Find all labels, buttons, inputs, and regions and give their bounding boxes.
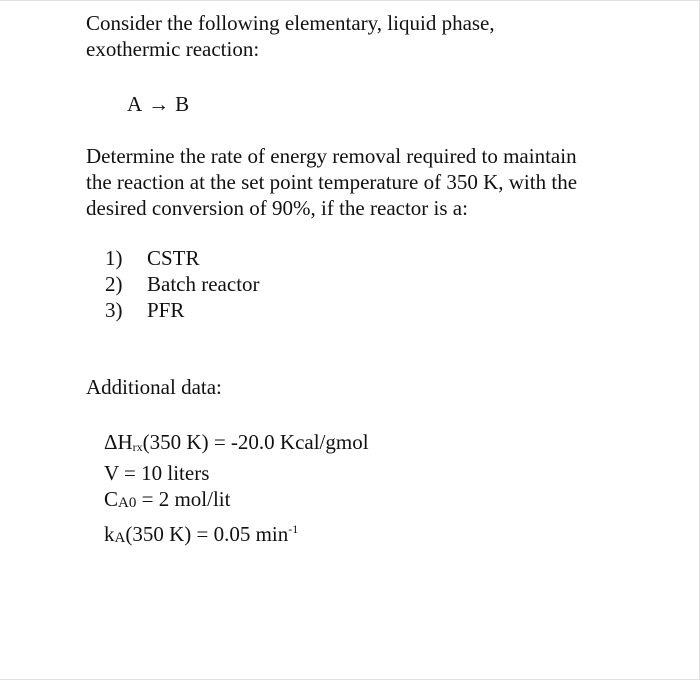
concentration-subscript: A0 — [118, 495, 137, 511]
list-item — [105, 245, 260, 271]
enthalpy-subscript: rx — [132, 440, 143, 454]
question-line-1: Determine the rate of energy removal required to maintain — [86, 144, 577, 168]
reaction-equation — [127, 91, 189, 117]
list-number: 3) — [105, 298, 123, 322]
list-number: 1) — [105, 246, 123, 270]
enthalpy-value: (350 K) = -20.0 Kcal/gmol — [142, 430, 369, 454]
given-data — [104, 429, 369, 551]
intro-line-1: Consider the following elementary, liquid phase, — [86, 11, 495, 35]
list-item — [105, 297, 260, 323]
list-label: PFR — [147, 298, 185, 322]
rate-constant-symbol: k — [104, 522, 115, 546]
reactor-list — [105, 245, 260, 323]
list-label: CSTR — [147, 246, 200, 270]
problem-intro — [86, 10, 495, 62]
list-label: Batch reactor — [147, 272, 260, 296]
additional-data-heading: Additional data: — [86, 375, 222, 399]
product: B — [175, 92, 190, 116]
concentration-line — [104, 486, 369, 516]
intro-line-2: exothermic reaction: — [86, 37, 260, 61]
volume-line: V = 10 liters — [104, 461, 210, 485]
rate-constant-subscript: A — [114, 530, 126, 546]
rate-constant-value: (350 K) = 0.05 min — [125, 522, 289, 546]
question-line-3: desired conversion of 90%, if the reactor is a: — [86, 196, 468, 220]
right-arrow-icon: → — [148, 92, 170, 116]
rate-constant-exponent: -1 — [288, 522, 299, 536]
problem-question — [86, 143, 577, 221]
list-item — [105, 271, 260, 297]
rate-constant-line — [104, 516, 369, 551]
concentration-symbol: C — [104, 487, 119, 511]
concentration-value: = 2 mol/lit — [136, 487, 231, 511]
enthalpy-symbol: ΔH — [104, 430, 133, 454]
list-number: 2) — [105, 272, 123, 296]
question-line-2: the reaction at the set point temperature of 350 K, with the — [86, 170, 578, 194]
enthalpy-line — [104, 429, 369, 460]
reactant: A — [127, 92, 143, 116]
